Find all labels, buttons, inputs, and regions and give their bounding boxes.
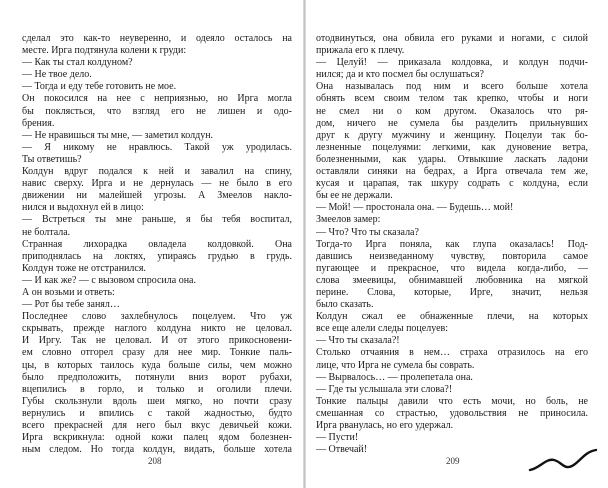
- text-line: — Как ты стал колдуном?: [22, 57, 133, 69]
- text-line: Он покосился на нее с неприязнью, но Ирга могла: [22, 93, 292, 105]
- text-line: вернулись и впились с такой жадностью, будто: [22, 407, 292, 419]
- text-line: дом, ничего не сумела бы разделить прильнувших: [316, 117, 588, 129]
- text-line: Ирга рванулась, но его удержал.: [316, 420, 454, 431]
- text-line: нился; да и кто посмел бы ослушаться?: [316, 69, 484, 81]
- text-line: не смел ни о ком другом. Оказалось что ря-: [316, 105, 588, 117]
- left-page-number: 208: [148, 456, 162, 466]
- text-line: не болтала.: [22, 226, 71, 238]
- text-line: — Тогда и еду тебе готовить не мое.: [22, 81, 177, 93]
- text-line: — Мой! — простонала она. — Будешь… мой!: [316, 202, 514, 214]
- text-line: перине. Слова, которые, Ирге, значит, нельзя: [316, 286, 588, 298]
- text-line: движении ни малейшей угрозы. А Змеелов накло-: [22, 190, 292, 202]
- text-line: друг к другу мужчину и женщину. Поцелуи так бо-: [316, 129, 588, 141]
- text-line: — Пусти!: [316, 432, 359, 444]
- text-line: Она называлась под ним и всего больше хотела: [316, 81, 588, 93]
- text-line: месте. Ирга подтянула колени к груди:: [22, 45, 187, 57]
- text-line: — Что? Что ты сказала?: [316, 226, 419, 238]
- text-line: болезненными, как удары. Отвыкшие ласкать ладони: [316, 153, 588, 165]
- text-line: ем словно отгорел сразу для нее мир. Тонкие паль-: [22, 347, 292, 359]
- text-line: Последнее слово захлебнулось поцелуем. Что уж: [22, 311, 292, 323]
- text-line: было предположить, потянули вниз ворот рубахи,: [22, 371, 292, 383]
- text-line: Ирга вскрикнула: одной кожи палец ядом болезнен-: [22, 432, 292, 444]
- text-line: — Отвечай!: [316, 444, 368, 456]
- text-line: И Иргу. Так не целовал. И от этого прикосновени-: [22, 335, 292, 347]
- text-line: пугающее и прекрасное, что видела когда-либо, —: [316, 262, 588, 274]
- text-line: бы ее не держали.: [316, 190, 393, 202]
- book-spine: [303, 0, 306, 488]
- text-line: приподнялась на локтях, упираясь грудью в грудь.: [22, 250, 292, 262]
- text-line: — Где ты услышала эти слова?!: [316, 383, 453, 395]
- text-line: все еще алели следы поцелуев:: [316, 323, 449, 335]
- text-line: Тогда-то Ирга поняла, как глупа оказалась! Под-: [316, 238, 588, 250]
- text-line: — И как же? — с вызовом спросила она.: [22, 274, 196, 286]
- text-line: скрывать, прежде наглого колдуна никто не целовал.: [22, 323, 292, 335]
- text-line: прижала его к плечу.: [316, 45, 405, 57]
- text-line: бы поклясться, что взгляд его не лишен и одо-: [22, 105, 292, 117]
- text-line: — Я никому не нравлюсь. Такой уж уродилась.: [22, 141, 292, 153]
- text-line: Ты ответишь?: [22, 153, 82, 165]
- text-line: Странная лихорадка овладела колдовкой. Она: [22, 238, 292, 250]
- left-page: [22, 33, 292, 463]
- text-line: — Вырвалось… — пролепетала она.: [316, 371, 473, 383]
- text-line: лице, что Ирга не сумела бы соврать.: [316, 359, 475, 371]
- text-line: сделал это как-то неуверенно, и одеяло осталось на: [22, 33, 292, 44]
- text-line: вцепились в горло, и только и оголили плечи.: [22, 383, 292, 395]
- text-line: — Не нравишься ты мне, — заметил колдун.: [22, 129, 214, 141]
- text-line: Колдун сжал ее обнаженные плечи, на которых: [316, 311, 588, 323]
- right-page-number: 209: [446, 456, 460, 466]
- text-line: всего прекрасней для него был вкус девичьей кожи.: [22, 420, 292, 431]
- text-line: Колдун вдруг подался к ней и завалил на спину,: [22, 166, 292, 178]
- text-line: Губы скользнули вдоль шеи мягко, но почти сразу: [22, 395, 292, 407]
- decorative-swash-icon: [528, 444, 598, 474]
- text-line: — Встреться ты мне раньше, я бы тебя воспитал,: [22, 214, 292, 226]
- text-line: нился и выдохнул ей в лицо:: [22, 202, 144, 214]
- text-line: лезненные поцелуями: легкими, как дуновение ветра,: [316, 141, 588, 153]
- text-line: — Рот бы тебе занял…: [22, 299, 120, 311]
- text-line: оставляли синяки на бедрах, а Ирга отвечала тем же,: [316, 166, 588, 178]
- text-line: Столько отчаяния в нем… страха отразилось на его: [316, 347, 588, 359]
- text-line: — Целуй! — приказала колдовка, и колдун подчи-: [316, 57, 588, 69]
- text-line: ным следом. Но тогда колдун, видать, больше хотела: [22, 444, 292, 456]
- text-line: брения.: [22, 117, 55, 129]
- text-line: — Не твое дело.: [22, 69, 92, 81]
- text-line: было сказать.: [316, 299, 374, 311]
- text-line: Колдун тоже не отстранился.: [22, 262, 146, 274]
- text-line: навис сверху. Ирга и не дернулась — не было в его: [22, 178, 292, 190]
- text-line: отодвинуться, она обвила его руками и ногами, с силой: [316, 33, 588, 44]
- right-page: [316, 33, 588, 463]
- text-line: кусая и царапая, так шкуру содрать с колдуна, если: [316, 178, 588, 190]
- text-line: А он возьми и ответь:: [22, 286, 115, 298]
- text-line: слова змеевицы, обнимавшей любовника на мягкой: [316, 274, 588, 286]
- text-line: Змеелов замер:: [316, 214, 381, 226]
- text-line: цы, в которых таилось куда больше силы, чем можно: [22, 359, 292, 371]
- text-line: давшись неизведанному чувству, повторила самое: [316, 250, 588, 262]
- text-line: Тонкие пальцы давили что есть мочи, но боль, не: [316, 395, 588, 407]
- text-line: смешанная со страстью, удовольствия не приносила.: [316, 407, 588, 419]
- text-line: обнять всем своим телом так крепко, чтобы и ноги: [316, 93, 588, 105]
- text-line: — Что ты сказала?!: [316, 335, 400, 347]
